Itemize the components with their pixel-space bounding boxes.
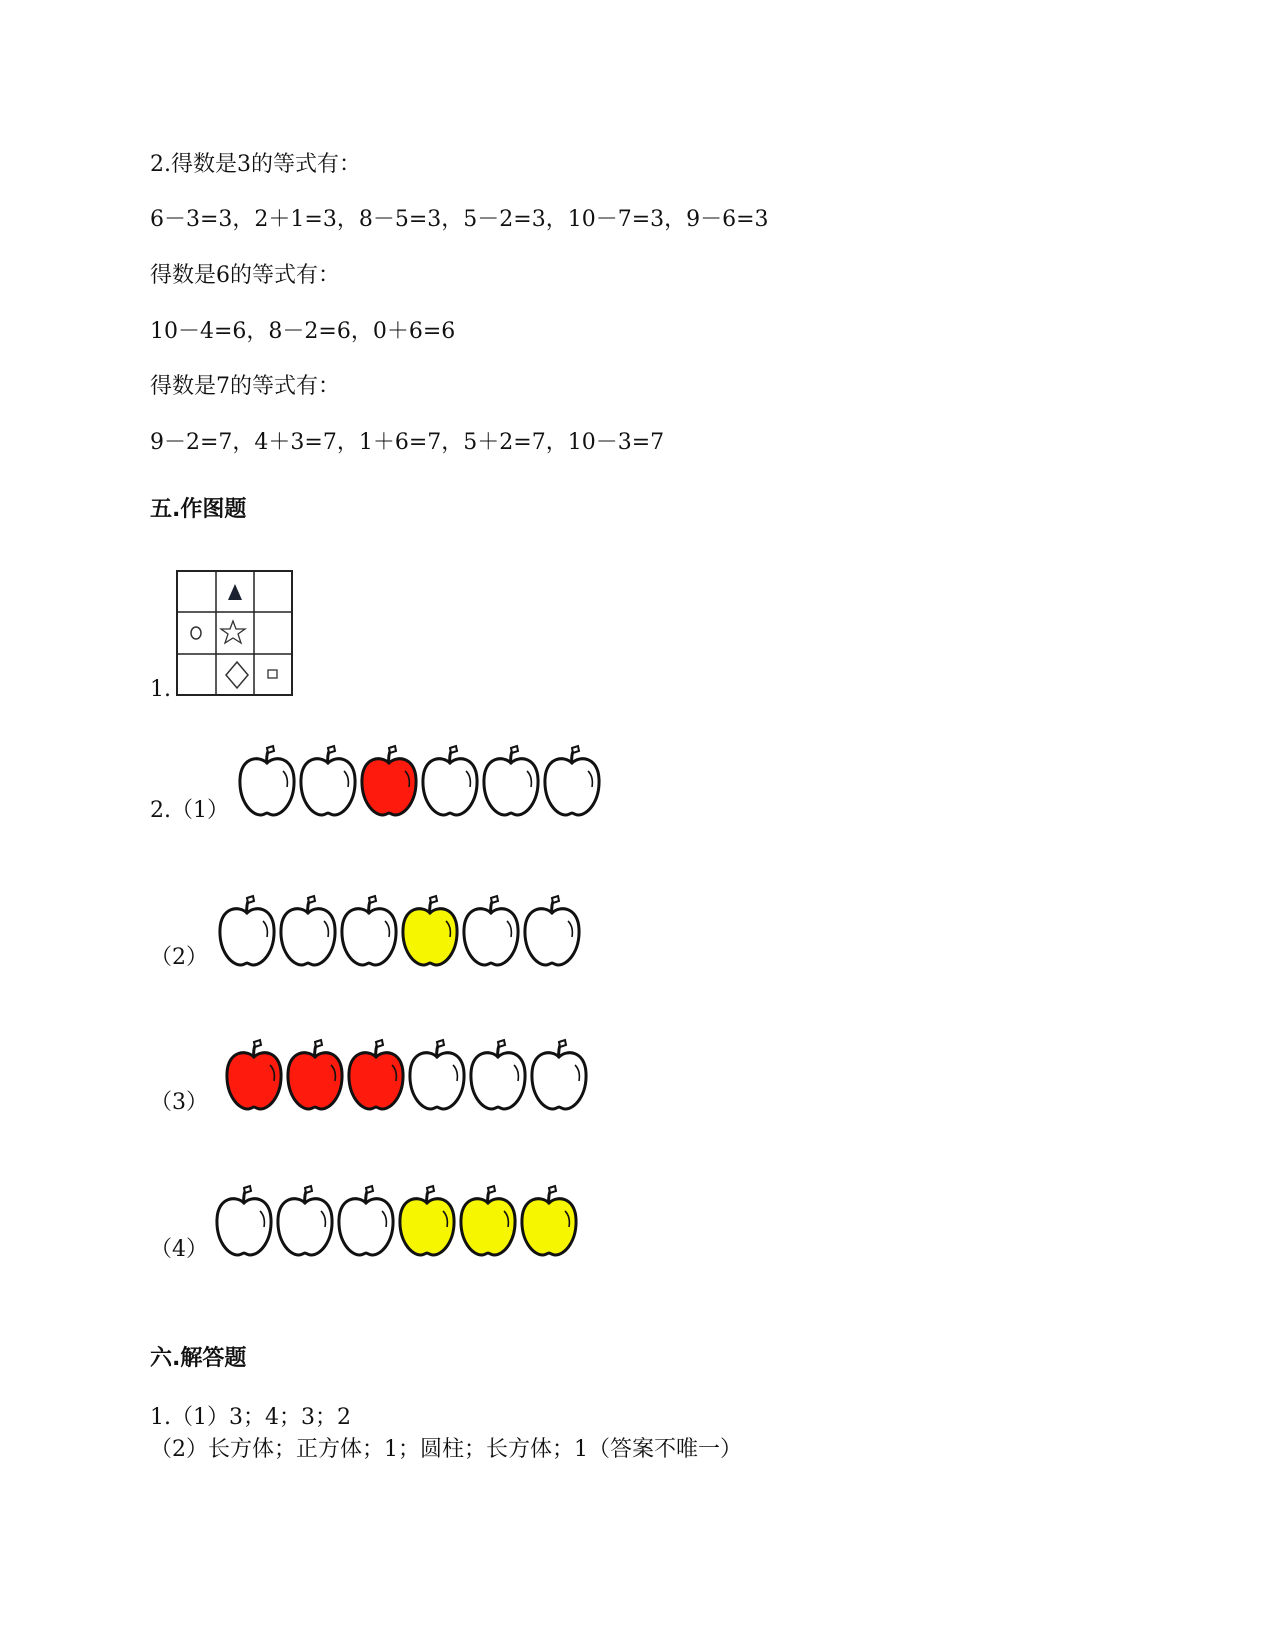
apple-icon	[522, 1186, 576, 1255]
question-label-2-2: （2）	[150, 945, 208, 970]
apple-icon	[227, 1040, 281, 1109]
apple-icon	[461, 1186, 515, 1255]
equations-result-7: 9－2=7，4＋3=7，1＋6=7，5＋2=7，10－3=7	[150, 430, 665, 455]
apple-icon	[301, 746, 355, 815]
apple-icon	[471, 1040, 525, 1109]
square-icon	[268, 670, 277, 678]
apple-icon	[349, 1040, 403, 1109]
apple-icon	[400, 1186, 454, 1255]
apple-icon	[278, 1186, 332, 1255]
answer-line-2: （2）长方体；正方体；1；圆柱；长方体；1（答案不唯一）	[150, 1437, 742, 1462]
equation-heading-3: 2.得数是3的等式有：	[150, 152, 361, 177]
apple-icon	[484, 746, 538, 815]
question-label-1: 1.	[150, 677, 171, 702]
section-heading-solution: 六.解答题	[150, 1346, 247, 1371]
question-label-2-4: （4）	[150, 1237, 208, 1262]
apple-row-1	[235, 743, 605, 821]
equations-result-3: 6－3=3，2＋1=3，8－5=3，5－2=3，10－7=3，9－6=3	[150, 207, 769, 232]
apple-row-4	[212, 1183, 582, 1261]
equation-heading-7: 得数是7的等式有：	[150, 374, 340, 399]
apple-icon	[288, 1040, 342, 1109]
apple-icon	[220, 896, 274, 965]
apple-row-2	[215, 893, 585, 971]
apple-icon	[410, 1040, 464, 1109]
apple-icon	[217, 1186, 271, 1255]
star-icon	[221, 621, 245, 643]
apple-icon	[423, 746, 477, 815]
apple-row-3	[222, 1037, 592, 1115]
apple-icon	[532, 1040, 586, 1109]
answer-line-1: 1.（1）3；4；3；2	[150, 1405, 351, 1430]
apple-icon	[525, 896, 579, 965]
question-label-2-3: （3）	[150, 1090, 208, 1115]
apple-icon	[339, 1186, 393, 1255]
section-heading-drawing: 五.作图题	[150, 497, 247, 522]
diamond-icon	[226, 662, 248, 688]
circle-icon	[191, 627, 201, 639]
apple-icon	[362, 746, 416, 815]
apple-icon	[281, 896, 335, 965]
equation-heading-6: 得数是6的等式有：	[150, 263, 340, 288]
equations-result-6: 10－4=6，8－2=6，0＋6=6	[150, 319, 456, 344]
apple-icon	[403, 896, 457, 965]
triangle-icon	[228, 584, 242, 600]
apple-icon	[342, 896, 396, 965]
apple-icon	[545, 746, 599, 815]
question-label-2-1: 2.（1）	[150, 798, 229, 823]
apple-icon	[240, 746, 294, 815]
position-grid	[176, 570, 293, 696]
apple-icon	[464, 896, 518, 965]
